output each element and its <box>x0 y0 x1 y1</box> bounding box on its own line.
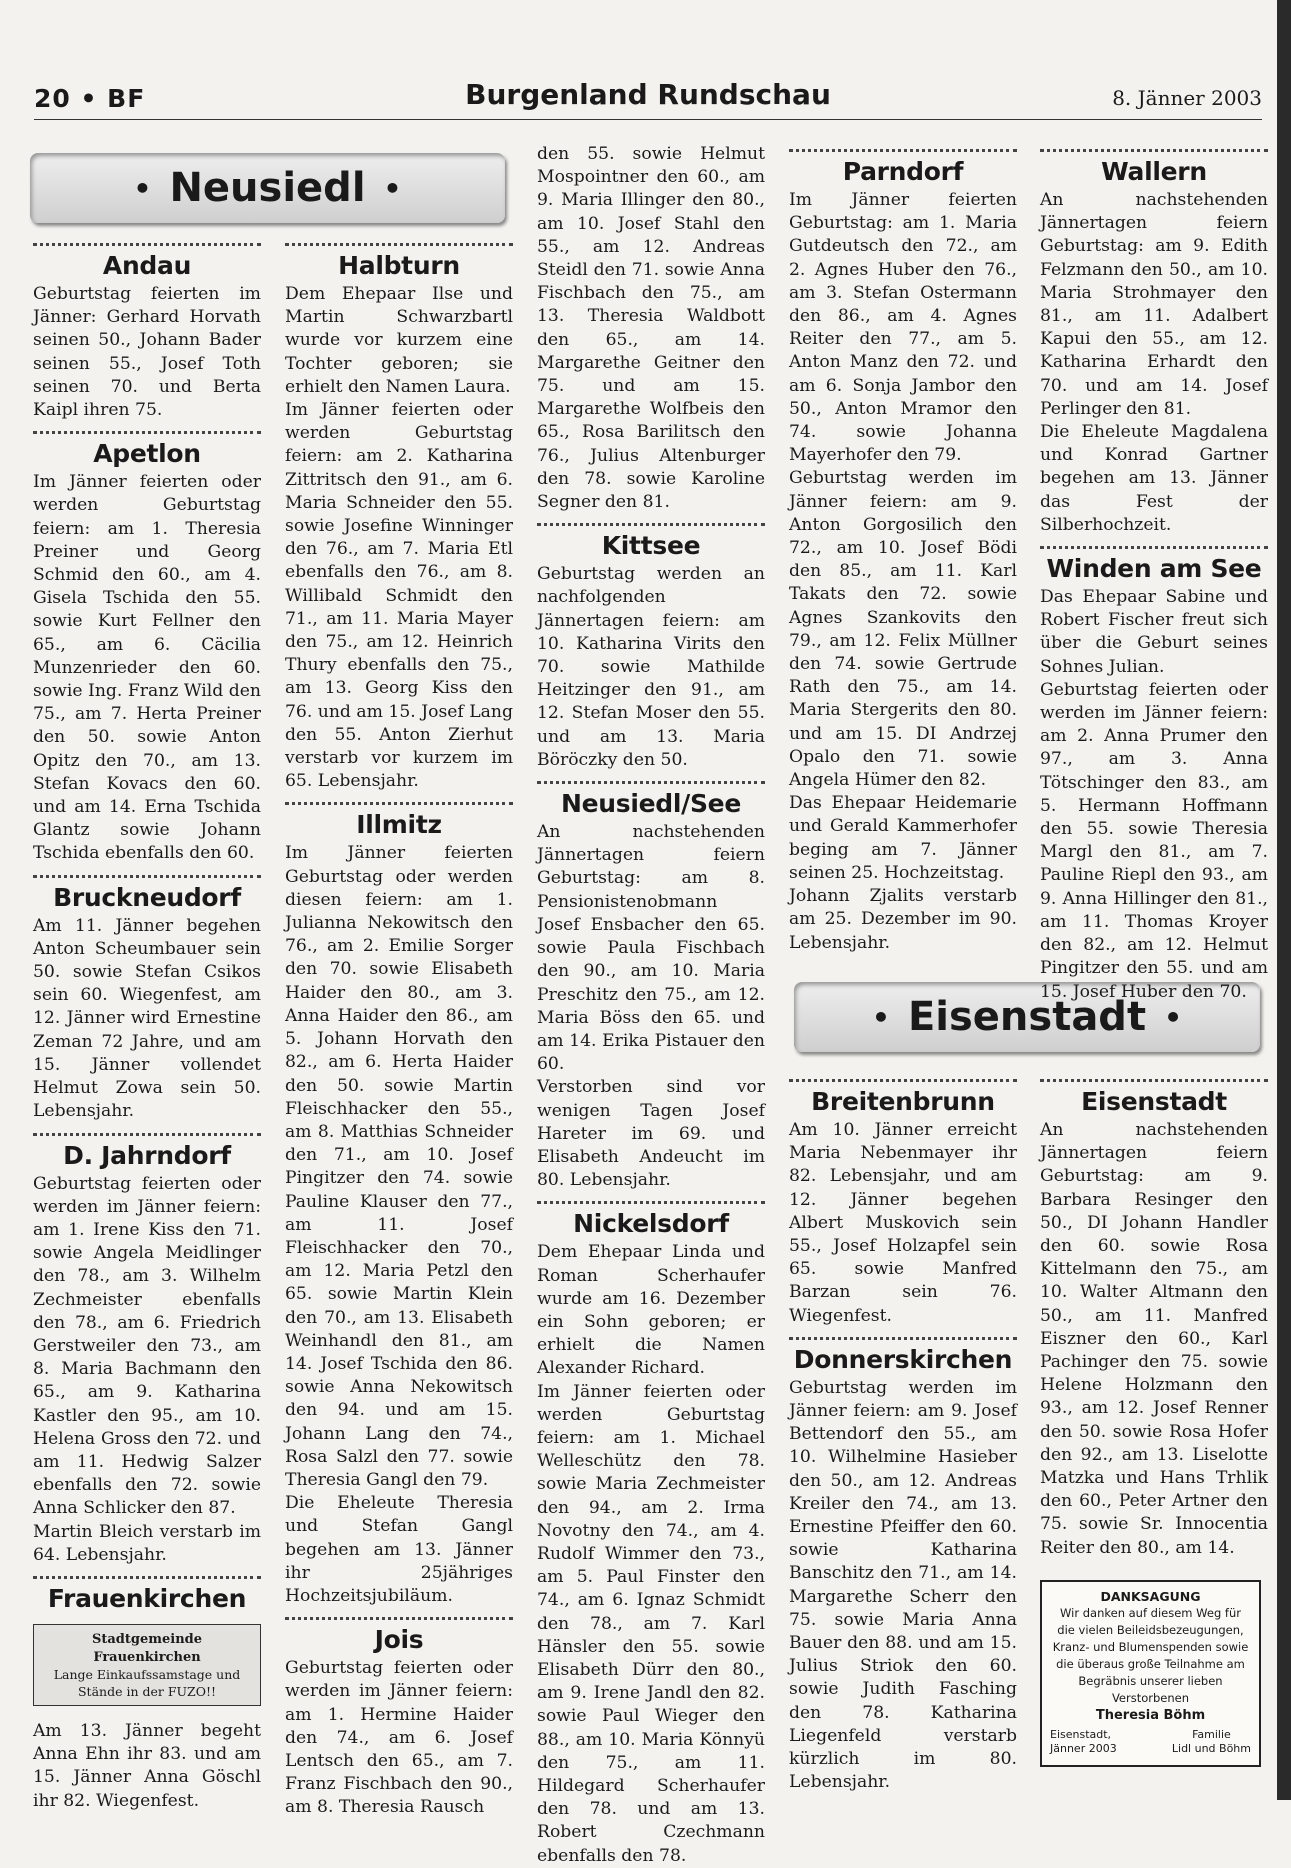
column-4-lower <box>789 1070 1017 1794</box>
article-text: Geburtstag werden im Jänner feiern: am 9. Josef Bettendorf den 55., am 10. Wilhelmine Hasieber den 50., am 12. Andreas Kreiler den 74., am 13. Ernestine Pfeiffer den 60. sowie Katharina Banschitz den 71., am 14. Margarethe Scherr den 75. sowie Maria Anna Bauer den 88. und am 15. Julius Striok den 60. sowie Judith Fasching den 78. Katharina Liegenfeld verstarb kürzlich im 80. Lebensjahr. <box>789 1377 1017 1793</box>
issue-date: 8. Jänner 2003 <box>1112 86 1262 110</box>
ad-text: Lange Einkaufssamstage und Stände in der FUZO!! <box>53 1666 241 1699</box>
page-number: 20 • BF <box>34 84 146 113</box>
section-title: Parndorf <box>842 157 964 186</box>
ad-box <box>33 1624 261 1706</box>
divider <box>285 1617 513 1620</box>
article-text: Die Eheleute Theresia und Stefan Gangl begehen am 13. Jänner ihr 25jähriges Hochzeitsjubiläum. <box>285 1493 513 1606</box>
article-text: Dem Ehepaar Ilse und Martin Schwarzbartl wurde vor kurzem eine Tochter geboren; sie erhielt den Namen Laura. <box>285 284 513 397</box>
divider <box>33 243 261 246</box>
divider <box>789 149 1017 152</box>
article-text: Geburtstag werden im Jänner feiern: am 9. Anton Gorgosilich den 72., am 10. Josef Bödi den 85., am 11. Karl Takats den 72. sowie Agnes Szankovits den 79., am 12. Felix Müllner den 74. sowie Gertrude Rath den 75., am 14. Maria Stergerits den 80. und am 15. DI Andrzej Opalo den 71. sowie Angela Hümer den 82. <box>789 468 1017 791</box>
article-text: Das Ehepaar Heidemarie und Gerald Kammerhofer beging am 7. Jänner seinen 25. Hochzeitstag. <box>789 793 1017 883</box>
article-text: Geburtstag feierten oder werden im Jänner feiern: am 1. Hermine Haider den 74., am 6. Josef Lentsch den 65., am 7. Franz Fischbach den 90., am 8. Theresia Rausch <box>285 1658 513 1818</box>
column-2 <box>285 234 513 1820</box>
notice-title: DANKSAGUNG <box>1100 1589 1201 1604</box>
ad-title: Stadtgemeinde Frauenkirchen <box>91 1631 203 1665</box>
divider <box>1040 546 1268 549</box>
article-text: Geburtstag feierten oder werden im Jänner feiern: am 1. Irene Kiss den 71. sowie Angela Meidlinger den 78., am 3. Wilhelm Zechmeister ebenfalls den 78., am 6. Friedrich Gerstweiler den 73., am 8. Maria Bachmann den 65., am 9. Katharina Kastler den 95., am 10. Helena Gross den 72. und am 11. Hedwig Salzer ebenfalls den 72. sowie Anna Schlicker den 87. <box>33 1173 261 1519</box>
article-text: Am 10. Jänner erreicht Maria Nebenmayer ihr 82. Lebensjahr, und am 12. Jänner begehen Albert Muskovich sein 55., Josef Holzapfel sein 65. sowie Manfred Barzan sein 76. Wiegenfest. <box>789 1120 1017 1326</box>
divider <box>537 1201 765 1204</box>
article-text: Geburtstag feierten oder werden im Jänner feiern: am 2. Anna Prumer den 97., am 3. Anna Tötschinger den 83., am 5. Hermann Hoffmann den 55. sowie Theresia Margl den 81., am 7. Pauline Riepl den 93., am 9. Anna Hillinger den 81., am 11. Thomas Kroyer den 82., am 12. Helmut Pingitzer den 55. und am 15. Josef Huber den 70. <box>1040 679 1268 1002</box>
divider <box>33 1133 261 1136</box>
article-text: Geburtstag feierten im Jänner: Gerhard Horvath seinen 50., Johann Bader seinen 55., Josef Toth seinen 70. und Berta Kaipl ihren 75. <box>33 284 261 421</box>
article-text: Dem Ehepaar Linda und Roman Scherhaufer wurde am 16. Dezember ein Sohn geboren; er erhielt die Namen Alexander Richard. <box>537 1242 765 1379</box>
danksagung-notice <box>1040 1580 1261 1767</box>
divider <box>1040 1079 1268 1082</box>
column-5 <box>1040 140 1268 1004</box>
divider <box>537 781 765 784</box>
section-title: Wallern <box>1101 157 1207 186</box>
banner-title: Eisenstadt <box>907 994 1147 1040</box>
divider <box>285 802 513 805</box>
article-text: Im Jänner feierten Geburtstag oder werden diesen feiern: am 1. Julianna Nekowitsch den 76., am 2. Emilie Sorger den 70. sowie Elisabeth Haider den 80., am 3. Anna Haider den 86., am 5. Johann Horvath den 82., am 6. Herta Haider den 50. sowie Martin Fleischhacker den 55., am 8. Matthias Schneider den 71., am 10. Josef Pingitzer den 74. sowie Pauline Klauser den 77., am 11. Josef Fleischhacker den 70., am 12. Maria Petzl den 65. sowie Martin Klein den 70., am 13. Elisabeth Weinhandl den 81., am 14. Josef Tschida den 86. sowie Anna Nekowitsch den 94. und am 15. Johann Lang den 74., Rosa Salzl den 77. sowie Theresia Gangl den 79. <box>285 843 513 1490</box>
article-text: Martin Bleich verstarb im 64. Lebensjahr. <box>33 1521 261 1565</box>
family-names: Lidl und Böhm <box>1171 1742 1251 1755</box>
deceased-name: Theresia Böhm <box>1095 1708 1206 1723</box>
divider <box>1040 149 1268 152</box>
section-title: Eisenstadt <box>1081 1087 1227 1116</box>
page-edge-shadow <box>1277 0 1291 1800</box>
divider <box>537 523 765 526</box>
section-title: Winden am See <box>1046 554 1262 584</box>
section-title: Apetlon <box>93 439 201 469</box>
article-text: Das Ehepaar Sabine und Robert Fischer freut sich über die Geburt seines Sohnes Julian. <box>1040 587 1268 677</box>
section-title: Frauenkirchen <box>47 1583 247 1613</box>
section-title: Nickelsdorf <box>573 1209 729 1239</box>
banner-bullet: • <box>1164 1000 1182 1034</box>
divider <box>789 1079 1017 1082</box>
notice-footer <box>1050 1728 1251 1756</box>
neusiedl-banner <box>30 153 505 223</box>
article-text: An nachstehenden Jännertagen feiern Geburtstag: am 8. Pensionistenobmann Josef Ensbacher den 65. sowie Paula Fischbach den 90., am 10. Maria Preschitz den 75., am 12. Maria Böss den 65. und am 14. Erika Pistauer den 60. <box>537 822 765 1075</box>
section-title: Breitenbrunn <box>811 1087 995 1116</box>
column-4 <box>789 140 1017 955</box>
column-3 <box>537 143 765 1868</box>
section-title: Kittsee <box>601 531 701 561</box>
divider <box>789 1337 1017 1340</box>
notice-family <box>1172 1728 1251 1756</box>
section-title: Donnerskirchen <box>793 1344 1013 1374</box>
article-text: An nachstehenden Jännertagen feiern Geburtstag: am 9. Barbara Resinger den 50., DI Johann Handler den 60. sowie Rosa Kittelmann den 75., am 10. Walter Altmann den 50., am 11. Manfred Eiszner den 60., Karl Pachinger den 75. sowie Helene Holzmann den 93., am 12. Josef Renner den 50. sowie Rosa Hofer den 92., am 13. Liselotte Matzka und Hans Trhlik den 60., Peter Artner den 75. sowie Sr. Innocentia Reiter den 80., am 14. <box>1040 1120 1268 1558</box>
section-title: D. Jahrndorf <box>63 1140 231 1170</box>
divider <box>33 1576 261 1579</box>
divider <box>33 431 261 434</box>
page-header <box>34 78 1262 120</box>
article-text: Im Jänner feierten oder werden Geburtstag feiern: am 1. Theresia Preiner und Georg Schmid den 60., am 4. Gisela Tschida den 55. sowie Kurt Fellner den 65., am 6. Cäcilia Munzenrieder den 60. sowie Ing. Franz Wild den 75., am 7. Herta Preiner den 50. sowie Anton Opitz den 70., am 13. Stefan Kovacs den 60. und am 14. Erna Tschida Glantz sowie Johann Tschida ebenfalls den 60. <box>33 472 261 864</box>
divider <box>285 243 513 246</box>
section-title: Neusiedl/See <box>561 789 741 819</box>
section-title: Bruckneudorf <box>53 882 241 912</box>
notice-text: Wir danken auf diesem Weg für die vielen Beileidsbezeugungen, Kranz- und Blumenspenden sowie die überaus große Teilnahme am Begräbnis unserer lieben Verstorbenen <box>1052 1606 1249 1705</box>
article-text: Am 11. Jänner begehen Anton Scheumbauer sein 50. sowie Stefan Csikos sein 60. Wiegenfest, am 12. Jänner wird Ernestine Zeman 72 Jahre, und am 15. Jänner vollendet Helmut Zowa sein 50. Lebensjahr. <box>33 915 261 1122</box>
article-text: Im Jänner feierten oder werden Geburtstag feiern: am 1. Michael Welleschütz den 78. sowie Maria Zechmeister den 94., am 2. Irma Novotny den 74., am 4. Rudolf Wimmer den 73., am 5. Paul Finster den 74., am 6. Ignaz Schmidt den 78., am 7. Karl Hänsler den 55. sowie Elisabeth Dürr den 80., am 9. Irene Jandl den 82. sowie Paul Wieger den 88., am 10. Maria Könnyü den 75., am 11. Hildegard Scherhaufer den 78. und am 13. Robert Czechmann ebenfalls den 78. <box>537 1381 765 1866</box>
article-text: Geburtstag werden an nachfolgenden Jännertagen feiern: am 10. Katharina Virits den 70. sowie Mathilde Heitzinger den 91., am 12. Stefan Moser den 55. und am 13. Maria Böröczky den 50. <box>537 564 765 770</box>
column-1 <box>33 234 261 1813</box>
article-text: An nachstehenden Jännertagen feiern Geburtstag: am 9. Edith Felzmann den 50., am 10. Maria Strohmayer den 81., am 11. Adalbert Kapui den 55., am 12. Katharina Erhardt den 70. und am 14. Josef Perlinger den 81. <box>1040 190 1268 419</box>
divider <box>33 875 261 878</box>
section-title: Andau <box>102 251 192 280</box>
section-title: Illmitz <box>356 810 442 840</box>
article-text: Im Jänner feierten Geburtstag: am 1. Maria Gutdeutsch den 72., am 2. Agnes Huber den 76., am 3. Stefan Ostermann den 86., am 4. Agnes Reiter den 77., am 5. Anton Manz den 72. und am 6. Sonja Jambor den 50., Anton Mramor den 74. sowie Johanna Mayerhofer den 79. <box>789 190 1017 466</box>
article-text: den 55. sowie Helmut Mospointner den 60., am 9. Maria Illinger den 80., am 10. Josef Stahl den 55., am 12. Andreas Steidl den 71. sowie Anna Fischbach den 75., am 13. Theresia Waldbott den 65., am 14. Margarethe Geitner den 75. und am 15. Margarethe Wolfbeis den 65., Rosa Barilitsch den 76., Julius Altenburger den 78. sowie Karoline Segner den 81. <box>537 144 765 513</box>
newspaper-title: Burgenland Rundschau <box>465 78 831 111</box>
banner-bullet: • <box>872 1000 890 1034</box>
article-text: Johann Zjalits verstarb am 25. Dezember im 90. Lebensjahr. <box>789 886 1017 953</box>
banner-bullet: • <box>383 171 402 205</box>
banner-bullet: • <box>133 171 152 205</box>
notice-place: Eisenstadt, <box>1050 1728 1112 1741</box>
section-title: Halbturn <box>338 251 460 280</box>
family-label: Familie <box>1192 1728 1231 1741</box>
article-text: Die Eheleute Magdalena und Konrad Gartner begehen am 13. Jänner das Fest der Silberhochzeit. <box>1040 422 1268 535</box>
notice-date: Jänner 2003 <box>1050 1742 1117 1755</box>
article-text: Am 13. Jänner begeht Anna Ehn ihr 83. und am 15. Jänner Anna Göschl ihr 82. Wiegenfest. <box>33 1720 261 1811</box>
section-title: Jois <box>374 1625 424 1655</box>
article-text: Im Jänner feierten oder werden Geburtstag feiern: am 2. Katharina Zittritsch den 91., am 6. Maria Schneider den 55. sowie Josefine Winninger den 76., am 7. Maria Etl ebenfalls den 76., am 8. Willibald Schmidt den 71., am 11. Maria Mayer den 75., am 12. Heinrich Thury ebenfalls den 75., am 13. Georg Kiss den 76. und am 15. Josef Lang den 55. Anton Zierhut verstarb vor kurzem im 65. Lebensjahr. <box>285 400 513 792</box>
article-text: Verstorben sind vor wenigen Tagen Josef Hareter im 69. und Elisabeth Andeucht im 80. Lebensjahr. <box>537 1077 765 1191</box>
column-5-lower <box>1040 1070 1268 1560</box>
notice-place-date <box>1050 1728 1117 1756</box>
banner-title: Neusiedl <box>169 165 366 211</box>
